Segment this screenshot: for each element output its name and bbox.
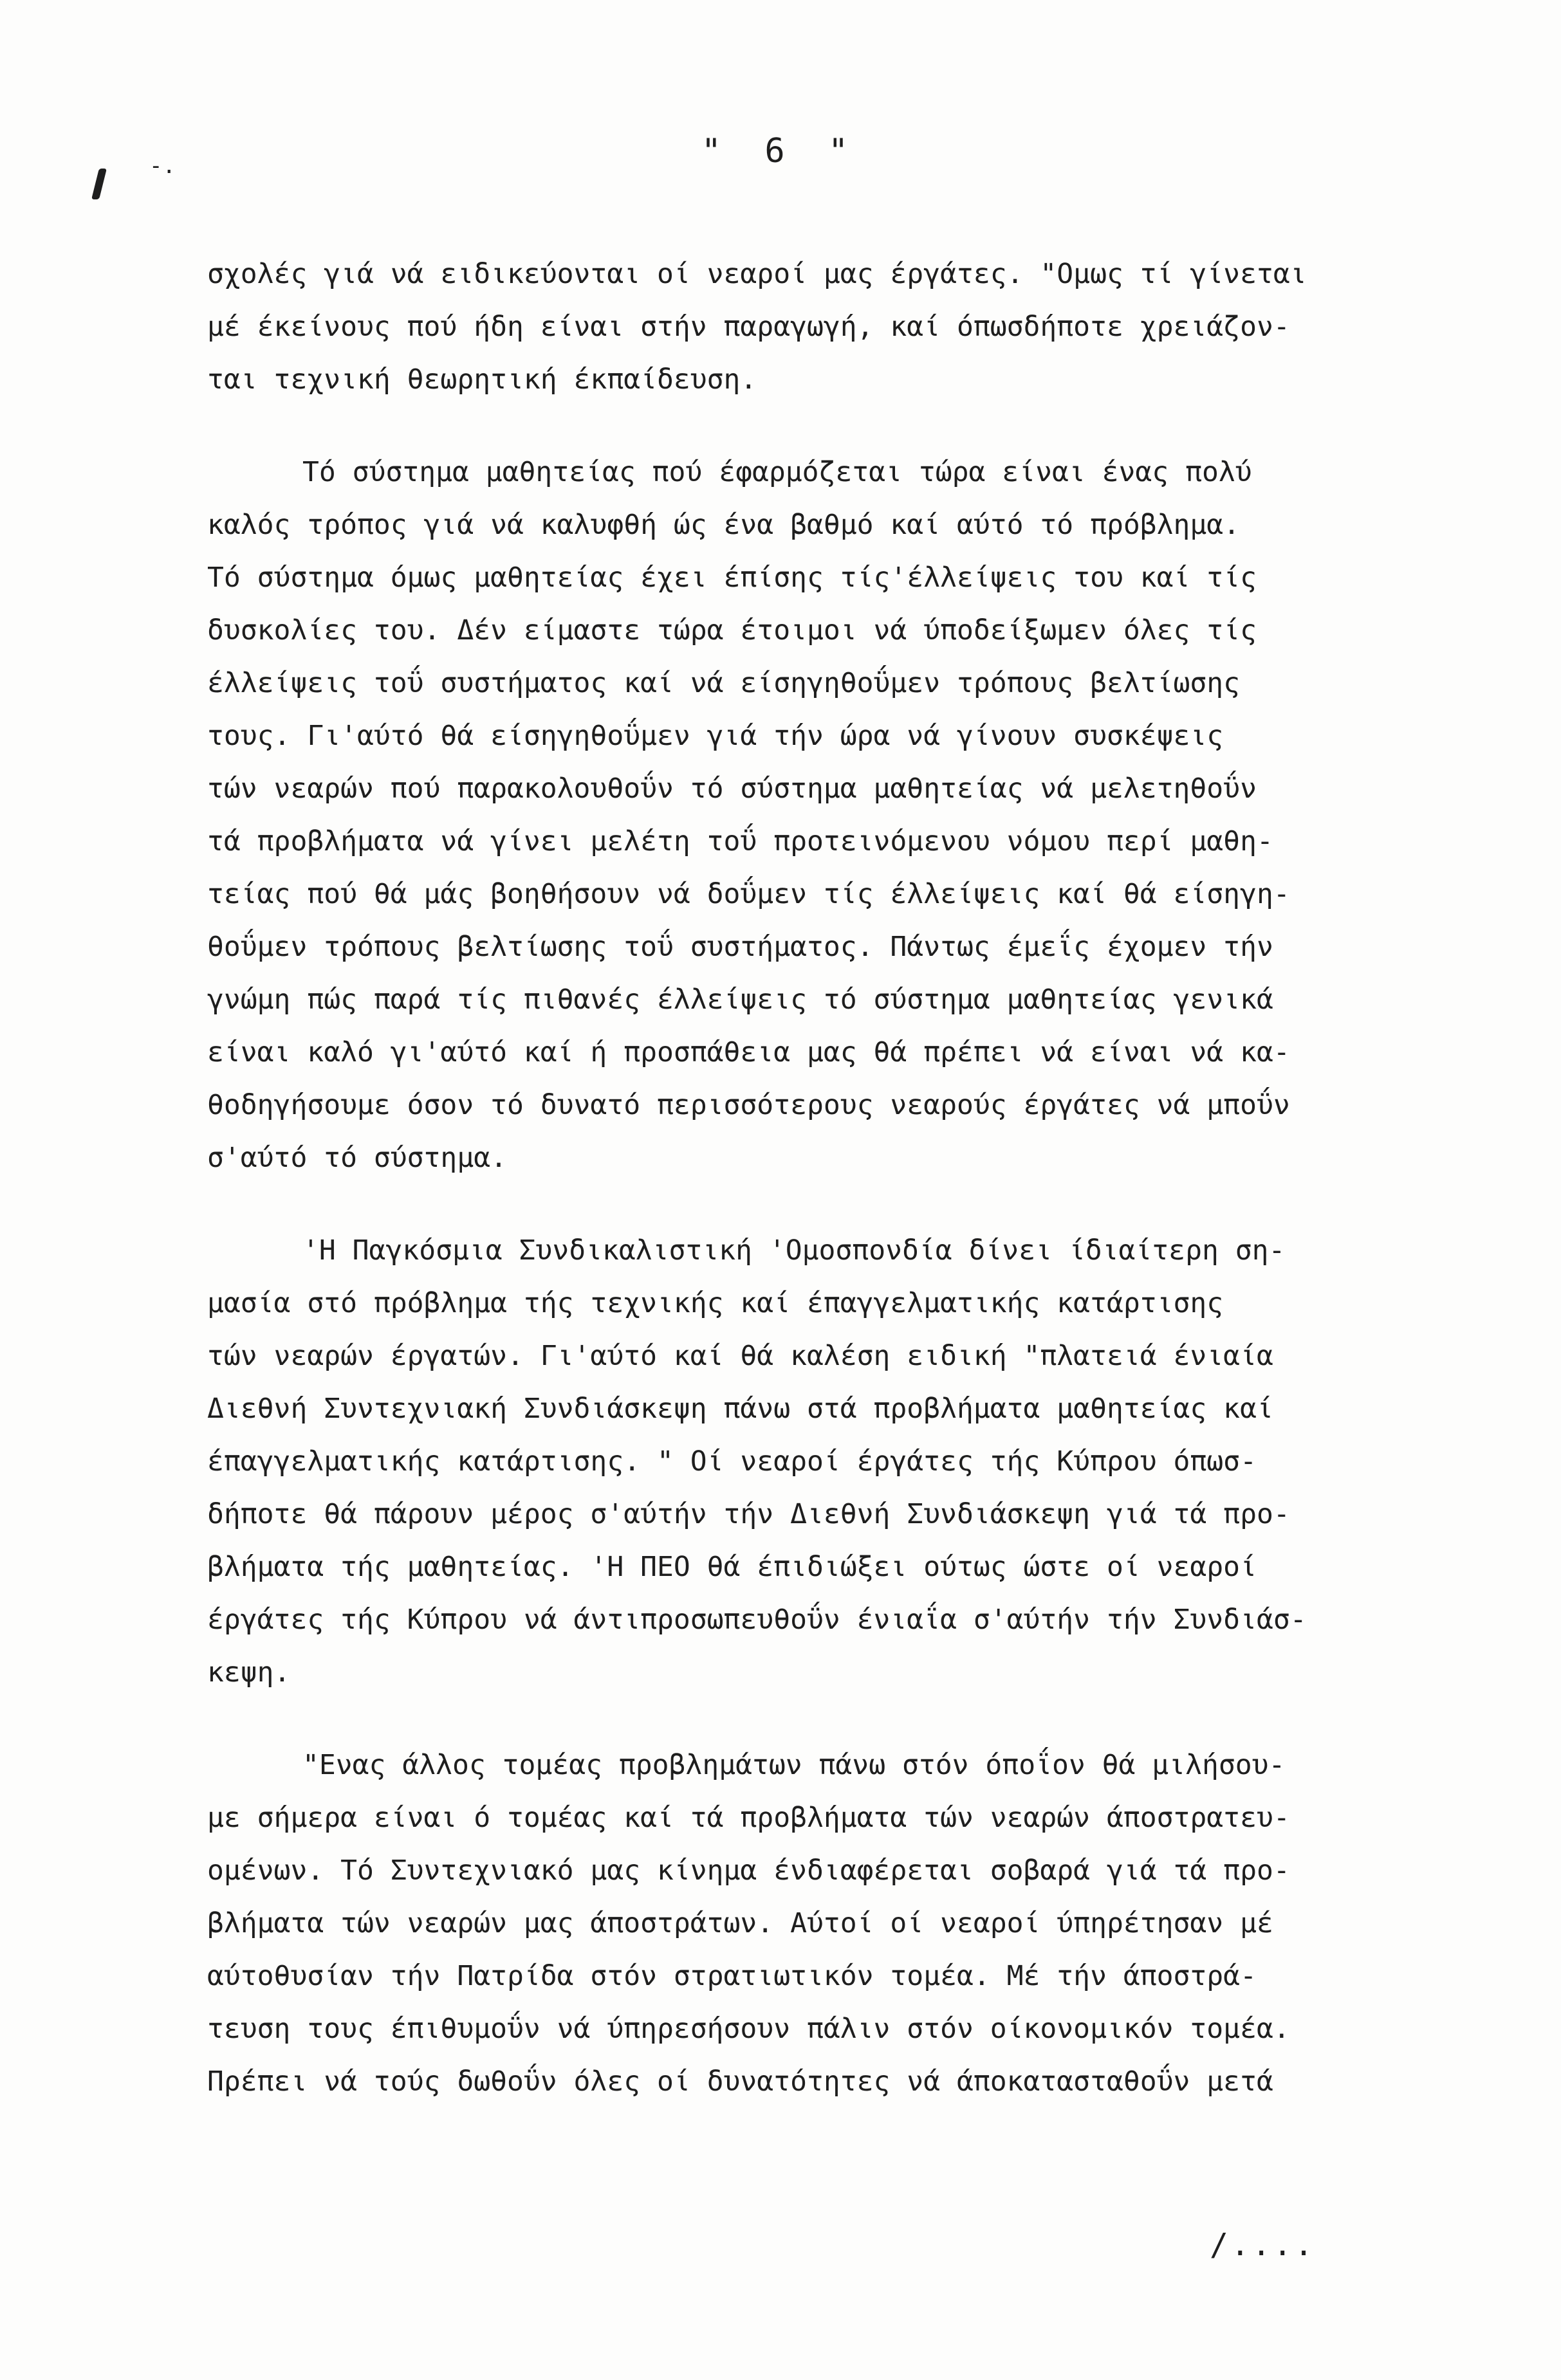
continuation-mark: /.... (1210, 2227, 1316, 2263)
text-line: τευση τους έπιθυμοΰν νά ύπηρεσήσουν πάλιν στόν οίκονομικόν τομέα. (207, 2013, 1290, 2045)
text-line: καλός τρόπος γιά νά καλυφθή ώς ένα βαθμό καί αύτό τό πρόβλημα. (207, 509, 1241, 541)
text-line: μασία στό πρόβλημα τής τεχνικής καί έπαγγελματικής κατάρτισης (207, 1287, 1224, 1319)
text-line: τείας πού θά μάς βοηθήσουν νά δοΰμεν τίς έλλείψεις καί θά είσηγη- (207, 878, 1290, 910)
text-line: σχολές γιά νά ειδικεύονται οί νεαροί μας έργάτες. "Ομως τί γίνεται (207, 258, 1307, 290)
text-line: θοΰμεν τρόπους βελτίωσης τοΰ συστήματος. Πάντως έμεΐς έχομεν τήν (207, 931, 1273, 963)
text-line: "Ενας άλλος τομέας προβλημάτων πάνω στόν όποΐον θά μιλήσου- (302, 1749, 1286, 1781)
text-line: ται τεχνική θεωρητική έκπαίδευση. (207, 363, 757, 396)
text-line: έργάτες τής Κύπρου νά άντιπροσωπευθοΰν ένιαΐα σ'αύτήν τήν Συνδιάσ- (207, 1604, 1307, 1636)
text-line: βλήματα τής μαθητείας. 'Η ΠΕΟ θά έπιδιώξει ούτως ώστε οί νεαροί (207, 1551, 1257, 1583)
text-line: βλήματα τών νεαρών μας άποστράτων. Αύτοί οί νεαροί ύπηρέτησαν μέ (207, 1907, 1273, 1939)
paragraph-2 (207, 446, 1507, 1184)
paragraph-3 (207, 1224, 1507, 1699)
paragraph-4 (207, 1739, 1507, 2108)
text-line: τών νεαρών πού παρακολουθοΰν τό σύστημα μαθητείας νά μελετηθοΰν (207, 773, 1257, 805)
text-line: έλλείψεις τοΰ συστήματος καί νά είσηγηθοΰμεν τρόπους βελτίωσης (207, 667, 1241, 699)
text-line: κεψη. (207, 1656, 291, 1689)
text-line: Τό σύστημα όμως μαθητείας έχει έπίσης τίς'έλλείψεις του καί τίς (207, 562, 1257, 594)
text-line: γνώμη πώς παρά τίς πιθανές έλλείψεις τό σύστημα μαθητείας γενικά (207, 984, 1273, 1016)
text-line: Πρέπει νά τούς δωθοΰν όλες οί δυνατότητες νά άποκατασταθοΰν μετά (207, 2065, 1273, 2098)
text-line: δήποτε θά πάρουν μέρος σ'αύτήν τήν Διεθνή Συνδιάσκεψη γιά τά προ- (207, 1498, 1290, 1530)
text-line: μέ έκείνους πού ήδη είναι στήν παραγωγή, καί όπωσδήποτε χρειάζον- (207, 311, 1290, 343)
text-line: δυσκολίες του. Δέν είμαστε τώρα έτοιμοι νά ύποδείξωμεν όλες τίς (207, 614, 1257, 646)
text-line: Τό σύστημα μαθητείας πού έφαρμόζεται τώρα είναι ένας πολύ (302, 456, 1252, 488)
paragraph-1 (207, 248, 1507, 406)
document-body (207, 248, 1507, 2148)
text-line: τους. Γι'αύτό θά είσηγηθοΰμεν γιά τήν ώρα νά γίνουν συσκέψεις (207, 720, 1224, 752)
text-line: Διεθνή Συντεχνιακή Συνδιάσκεψη πάνω στά προβλήματα μαθητείας καί (207, 1393, 1273, 1425)
text-line: αύτοθυσίαν τήν Πατρίδα στόν στρατιωτικόν τομέα. Μέ τήν άποστρά- (207, 1960, 1257, 1992)
text-line: με σήμερα είναι ό τομέας καί τά προβλήματα τών νεαρών άποστρατευ- (207, 1802, 1290, 1834)
text-line: τών νεαρών έργατών. Γι'αύτό καί θά καλέση ειδική "πλατειά ένιαία (207, 1340, 1273, 1372)
text-line: είναι καλό γι'αύτό καί ή προσπάθεια μας θά πρέπει νά είναι νά κα- (207, 1036, 1290, 1068)
text-line: ομένων. Τό Συντεχνιακό μας κίνημα ένδιαφέρεται σοβαρά γιά τά προ- (207, 1854, 1290, 1887)
margin-mark (91, 169, 107, 199)
text-line: θοδηγήσουμε όσον τό δυνατό περισσότερους νεαρούς έργάτες νά μποΰν (207, 1089, 1290, 1121)
text-line: σ'αύτό τό σύστημα. (207, 1142, 507, 1174)
text-line: τά προβλήματα νά γίνει μελέτη τοΰ προτεινόμενου νόμου περί μαθη- (207, 825, 1273, 857)
text-line: 'Η Παγκόσμια Συνδικαλιστική 'Ομοσπονδία δίνει ίδιαίτερη ση- (302, 1234, 1286, 1267)
text-line: έπαγγελματικής κατάρτισης. " Οί νεαροί έργάτες τής Κύπρου όπωσ- (207, 1445, 1257, 1478)
page-number: " 6 " (701, 132, 860, 170)
tick-mark: -. (149, 153, 176, 179)
